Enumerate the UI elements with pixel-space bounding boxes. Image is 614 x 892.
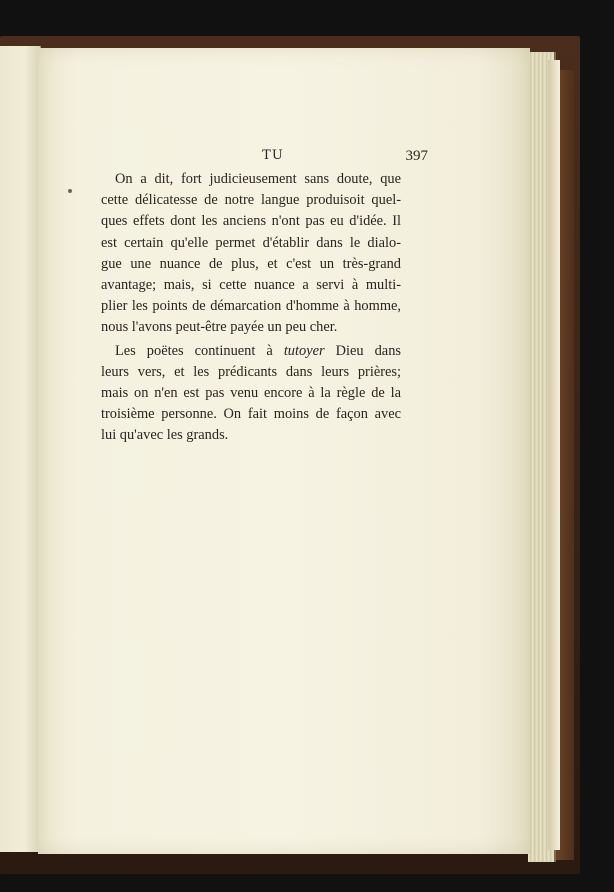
text-line: cette délicatesse de notre langue produisoit quel- — [101, 192, 401, 209]
text-line: ques effets dont les anciens n'ont pas eu d'idée. Il — [101, 213, 401, 230]
text-line: On a dit, fort judicieusement sans doute, que — [115, 171, 401, 187]
text-line: leurs vers, et les prédicants dans leurs prières; — [101, 363, 401, 380]
text-line: gue une nuance de plus, et c'est un très-grand — [101, 255, 401, 272]
text-segment: Dieu dans — [324, 342, 401, 359]
text-line: mais on n'en est pas venu encore à la règle de la — [101, 385, 401, 402]
text-line: est certain qu'elle permet d'établir dans le dialo- — [101, 234, 401, 251]
body-text — [101, 169, 401, 447]
page-number: 397 — [405, 148, 428, 164]
page-edge-highlight — [548, 60, 560, 850]
book-page — [38, 48, 530, 854]
running-title: TU — [262, 148, 284, 163]
text-line: lui qu'avec les grands. — [101, 427, 229, 444]
text-line — [101, 341, 401, 362]
paragraph — [101, 169, 401, 339]
paper-spot — [68, 189, 72, 193]
text-line: plier les points de démarcation d'homme à homme, — [101, 298, 401, 315]
italic-word: tutoyer — [283, 342, 325, 359]
text-line: troisième personne. On fait moins de façon avec — [101, 406, 401, 423]
text-line: avantage; mais, si cette nuance a servi à multi- — [101, 277, 401, 294]
paragraph — [101, 341, 401, 447]
text-segment: Les poëtes continuent à — [115, 342, 284, 359]
text-line: nous l'avons peut-être payée un peu cher. — [101, 319, 338, 336]
left-page-edge — [0, 46, 41, 852]
